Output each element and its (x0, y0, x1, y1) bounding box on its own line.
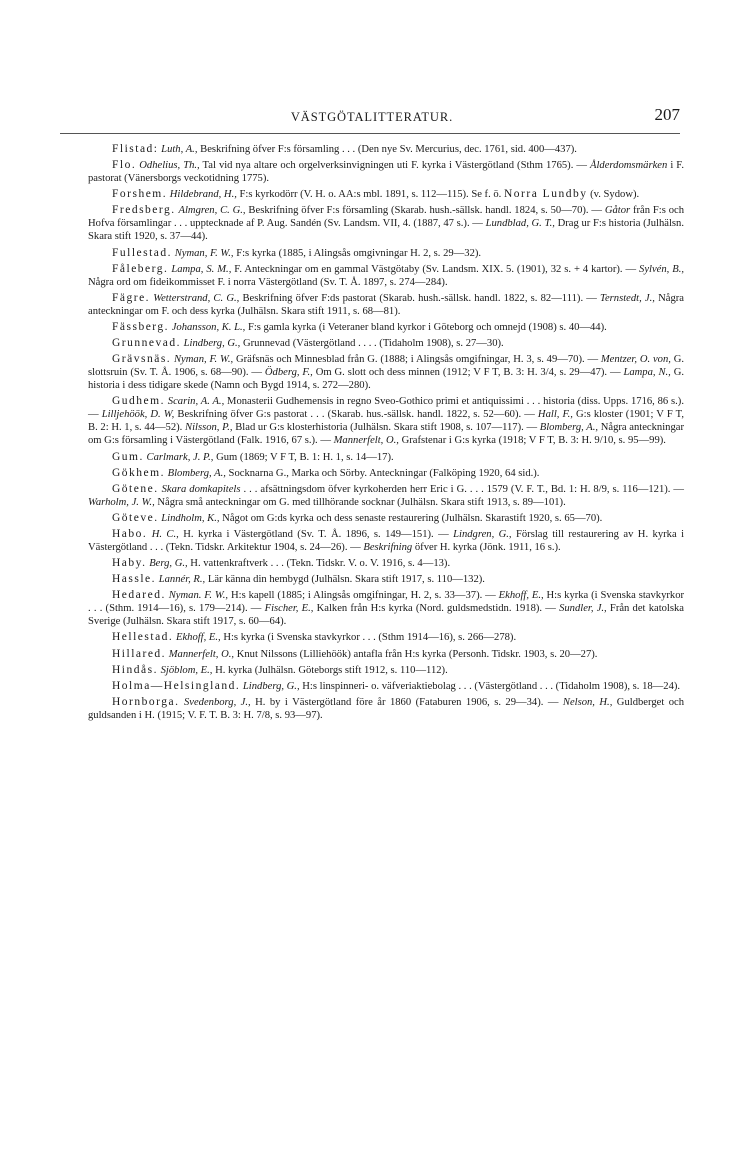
author-name: Odhelius, Th., (139, 160, 200, 172)
author-name: Nelson, H., (562, 696, 613, 708)
entry-text: F:s gamla kyrka (i Veteraner bland kyrkor i Göteborg och omnejd (1908) s. 40—44). (245, 321, 607, 333)
entry-text: F. Anteckningar om en gammal Västgötaby (Sv. Landsm. XIX. 5. (1901), 32 s. + 4 kartor). — (231, 263, 640, 275)
place-name: Habo. (112, 527, 148, 540)
place-name: Hassle. (112, 573, 157, 586)
entry-text: Grafstenar i G:s kyrka (1918; V F T, B. 3: H. 9/10, s. 95—99). (398, 435, 666, 447)
author-name: Ödberg, F., (264, 367, 313, 379)
author-name: Ekhoff, E., (175, 632, 221, 644)
entry-text: Socknarna G., Marka och Sörby. Anteckningar (Falköping 1920, 64 sid.). (225, 467, 540, 479)
author-name: Lampa, N., (623, 367, 671, 379)
entry-text: från F:s och Hofva församlingar . . . upptecknade af P. Aug. Sandén (Sv. Landsm. VII, 4. (1887, 47 s.). — (88, 205, 684, 230)
entry-text: H:s kyrka (i Svenska stavkyrkor . . . (Sthm 1914—16), s. 266—278). (220, 632, 517, 644)
bibliography-entry (88, 696, 684, 722)
author-name: Gåtor (604, 205, 631, 217)
place-name: Hindås. (112, 663, 158, 676)
bibliography-entry (88, 483, 684, 509)
entry-text: Gräfsnäs och Minnesblad från G. (1888; i Alingsås omgifningar, H. 3, s. 49—70). — (233, 354, 601, 366)
author-name: Ekhoff, E., (498, 590, 544, 602)
place-name: Fåleberg. (112, 262, 169, 275)
entry-text: G:s kloster (1901; V F T, B. 2: H. 1, s. 44—52). (88, 409, 684, 434)
entry-text: . . . afsättningsdom öfver kyrkoherden herr Eric i G. . . . 1579 (V. F. T., Bd. 1: H. 8/9, s. 116—121). — (240, 483, 685, 495)
bibliography-list (88, 143, 684, 725)
author-name: Nyman, F. W., (173, 354, 234, 366)
author-name: Nilsson, P., (185, 422, 233, 434)
author-name: Carlmark, J. P., (146, 451, 214, 463)
author-name: H. C., (151, 528, 179, 540)
author-name: Sylvén, B., (639, 263, 685, 275)
place-name: Fässberg. (112, 320, 170, 333)
bibliography-entry (88, 395, 684, 447)
bibliography-entry (88, 247, 684, 260)
bibliography-entry (88, 528, 684, 554)
bibliography-entry (88, 337, 684, 350)
bibliography-entry (88, 292, 684, 318)
author-name: Sundler, J., (559, 603, 607, 615)
place-name: Hedared. (112, 589, 166, 602)
entry-text: Drag ur F:s historia (Julhälsn. Skara stift 1920, s. 37—44). (88, 218, 684, 243)
bibliography-entry (88, 680, 684, 693)
entry-text: Knut Nilssons (Lilliehöök) antafla från H:s kyrka (Personh. Tidskr. 1903, s. 20—27). (234, 648, 598, 660)
running-head: VÄSTGÖTALITTERATUR. (290, 110, 454, 124)
author-name: Blomberg, A., (167, 467, 226, 479)
author-name: Fischer, E., (264, 603, 314, 615)
place-name: Hornborga. (112, 695, 180, 708)
place-name: Hellestad. (112, 631, 174, 644)
author-name: Johansson, K. L., (171, 321, 246, 333)
author-name: Lindberg, G., (183, 337, 241, 349)
bibliography-entry (88, 648, 684, 661)
entry-text: Några anteckningar om G:s församling i Västergötland (Falk. 1916, 67 s.). — (88, 422, 684, 447)
entry-text: H:s kapell (1885; i Alingsås omgifningar, H. 2, s. 33—37). — (228, 590, 499, 602)
entry-text: Om G. slott och dess minnen (1912; V F T, B. 3: H. 3/4, s. 29—47). — (312, 367, 624, 379)
place-name: Gudhem. (112, 395, 165, 408)
author-name: Lilljehöök, D. W, (101, 409, 175, 421)
author-name: Nyman. F. W., (168, 590, 229, 602)
author-name: Ternstedt, J., (600, 292, 655, 304)
entry-text: Beskrifning öfver G:s pastorat . . . (Skarab. hus.-sällsk. handl. 1822, s. 52—60). — (174, 409, 538, 421)
entry-text: H:s kyrka (i Svenska stavkyrkor . . . (Sthm. 1914—16), s. 179—214). — (88, 590, 685, 615)
entry-text: Monasterii Gudhemensis in regno Sveo-Gothico primi et antiquissimi . . . historia (diss. Upps. 1716, 86 s.). — (88, 396, 684, 421)
author-name: Luth, A., (161, 144, 198, 155)
entry-text: Guldberget och guldsanden i H. (1915; V. F. T. B. 3: H. 7/8, s. 93—97). (88, 696, 685, 721)
place-name: Haby. (112, 557, 147, 570)
author-name: Sjöblom, E., (160, 664, 213, 676)
place-name: Fredsberg. (112, 204, 176, 217)
entry-text: H:s linspinneri- o. väfveriaktiebolag . . . (Västergötland . . . (Tidaholm 1908), s. 18—24). (299, 680, 681, 692)
bibliography-entry (88, 631, 684, 644)
entry-text: G. historia i dess tidigare skede (Namn och Bygd 1914, s. 272—280). (88, 367, 685, 392)
author-name: Mentzer, O. von, (600, 354, 671, 366)
entry-text: H. kyrka i Västergötland (Sv. T. Å. 1896, s. 149—151). — (178, 528, 454, 540)
author-name: Svedenborg, J., (183, 696, 251, 708)
entry-text: H. by i Västergötland före år 1860 (Fataburen 1906, s. 29—34). — (250, 696, 563, 708)
author-name: Lindholm, K., (161, 512, 220, 524)
page-number: 207 (654, 105, 680, 124)
author-name: Hildebrand, H., (169, 189, 237, 201)
entry-text: H. kyrka (Julhälsn. Göteborgs stift 1912, s. 110—112). (212, 664, 448, 676)
entry-text: Beskrifning öfver F:ds pastorat (Skarab. hush.-sällsk. handl. 1822, s. 82—111). — (239, 292, 601, 304)
header-rule (60, 133, 680, 134)
author-name: Blomberg, A., (539, 422, 599, 434)
author-name: Warholm, J. W., (88, 496, 155, 508)
author-name: Ålderdomsmärken (590, 160, 668, 172)
place-name: Gum. (112, 450, 144, 463)
place-name: Norra Lundby (503, 188, 588, 201)
entry-text: Gum (1869; V F T, B. 1: H. 1, s. 14—17). (213, 451, 394, 463)
author-name: Scarin, A. A., (167, 396, 225, 408)
bibliography-entry (88, 512, 684, 525)
place-name: Flistad: (112, 143, 159, 155)
author-name: Almgren, C. G., (178, 205, 246, 217)
bibliography-entry (88, 664, 684, 677)
entry-text: F:s kyrka (1885, i Alingsås omgivningar H. 2, s. 29—32). (233, 247, 482, 259)
place-name: Gökhem. (112, 466, 165, 479)
bibliography-entry (88, 143, 684, 156)
entry-text: Kalken från H:s kyrka (Nord. guldsmedstidn. 1918). — (313, 603, 560, 615)
bibliography-entry (88, 321, 684, 334)
entry-text: i F. pastorat (Vänersborgs veckotidning 1775). (88, 160, 684, 185)
author-name: Lundblad, G. T., (485, 218, 555, 230)
bibliography-entry (88, 451, 684, 464)
bibliography-entry (88, 159, 684, 185)
place-name: Forshem. (112, 188, 168, 201)
place-name: Fullestad. (112, 246, 173, 259)
bibliography-entry (88, 263, 684, 289)
entry-text: G. slottsruin (Sv. T. Å. 1906, s. 68—90). — (88, 354, 684, 379)
author-name: Mannerfelt, O., (333, 435, 399, 447)
place-name: Holma—Helsingland. (112, 679, 241, 692)
bibliography-entry (88, 353, 684, 392)
author-name: Lampa, S. M., (171, 263, 232, 275)
entry-text: öfver H. kyrka (Jönk. 1911, 16 s.). (412, 541, 561, 553)
author-name: Berg, G., (149, 558, 188, 570)
bibliography-entry (88, 204, 684, 243)
author-name: Mannerfelt, O., (168, 648, 235, 660)
place-name: Grunnevad. (112, 336, 181, 349)
author-name: Lannér, R., (158, 574, 206, 586)
entry-text: Några små anteckningar om G. med tillhörande socknar (Julhälsn. Skara stift 1913, s. 89—101). (154, 496, 566, 508)
bibliography-entry (88, 557, 684, 570)
entry-text: Blad ur G:s klosterhistoria (Julhälsn. Skara stift 1908, s. 107—117). — (232, 422, 540, 434)
bibliography-entry (88, 573, 684, 586)
entry-text: H. vattenkraftverk . . . (Tekn. Tidskr. V. o. V. 1916, s. 4—13). (187, 558, 451, 570)
author-name: Hall, F., (537, 409, 573, 421)
page-header (60, 103, 684, 133)
entry-text: Beskrifning öfver F:s församling (Skarab. hush.-sällsk. handl. 1824, s. 50—70). — (245, 205, 605, 217)
author-name: Wetterstrand, C. G., (153, 292, 240, 304)
entry-text: Något om G:ds kyrka och dess senaste restaurering (Julhälsn. Skarastift 1920, s. 65—70). (219, 512, 603, 524)
author-name: Lindgren, G., (453, 528, 512, 540)
entry-text: Tal vid nya altare och orgelverksinvigningen uti F. kyrka i Västergötland (Sthm 1765). — (199, 160, 591, 172)
place-name: Göteve. (112, 511, 159, 524)
entry-text: Några ord om fideikommisset F. i norra Västergötland (Sv. T. Å. 1897, s. 274—284). (88, 276, 448, 288)
entry-text: Några anteckningar om F. och dess kyrka (Julhälsn. Skara stift 1911, s. 68—81). (88, 292, 684, 317)
place-name: Hillared. (112, 647, 167, 660)
entry-text: Från det katolska Sverige (Julhälsn. Skara stift 1917, s. 60—64). (88, 603, 684, 628)
author-name: Lindberg, G., (242, 680, 300, 692)
entry-text: F:s kyrkodörr (V. H. o. AA:s mbl. 1891, s. 112—115). Se f. ö. (236, 189, 504, 201)
bibliography-entry (88, 188, 684, 201)
entry-text: Lär känna din hembygd (Julhälsn. Skara stift 1917, s. 110—132). (205, 574, 485, 586)
author-name: Nyman, F. W., (174, 247, 234, 259)
entry-text: Beskrifning öfver F:s församling . . . (Den nye Sv. Mercurius, dec. 1761, sid. 400—437). (197, 144, 577, 155)
author-name: Skara domkapitels (161, 483, 241, 495)
bibliography-entry (88, 467, 684, 480)
bibliography-entry (88, 589, 684, 628)
place-name: Fägre. (112, 291, 151, 304)
place-name: Götene. (112, 482, 159, 495)
place-name: Flo. (112, 159, 137, 172)
entry-text: Grunnevad (Västergötland . . . . (Tidaholm 1908), s. 27—30). (240, 337, 504, 349)
place-name: Grävsnäs. (112, 353, 172, 366)
entry-text: (v. Sydow). (587, 189, 640, 201)
author-name: Beskrifning (363, 541, 413, 553)
entry-text: Förslag till restaurering av H. kyrka i Västergötland . . . (Tekn. Tidskr. Arkitektur 1904, s. 24—26). — (88, 528, 685, 553)
